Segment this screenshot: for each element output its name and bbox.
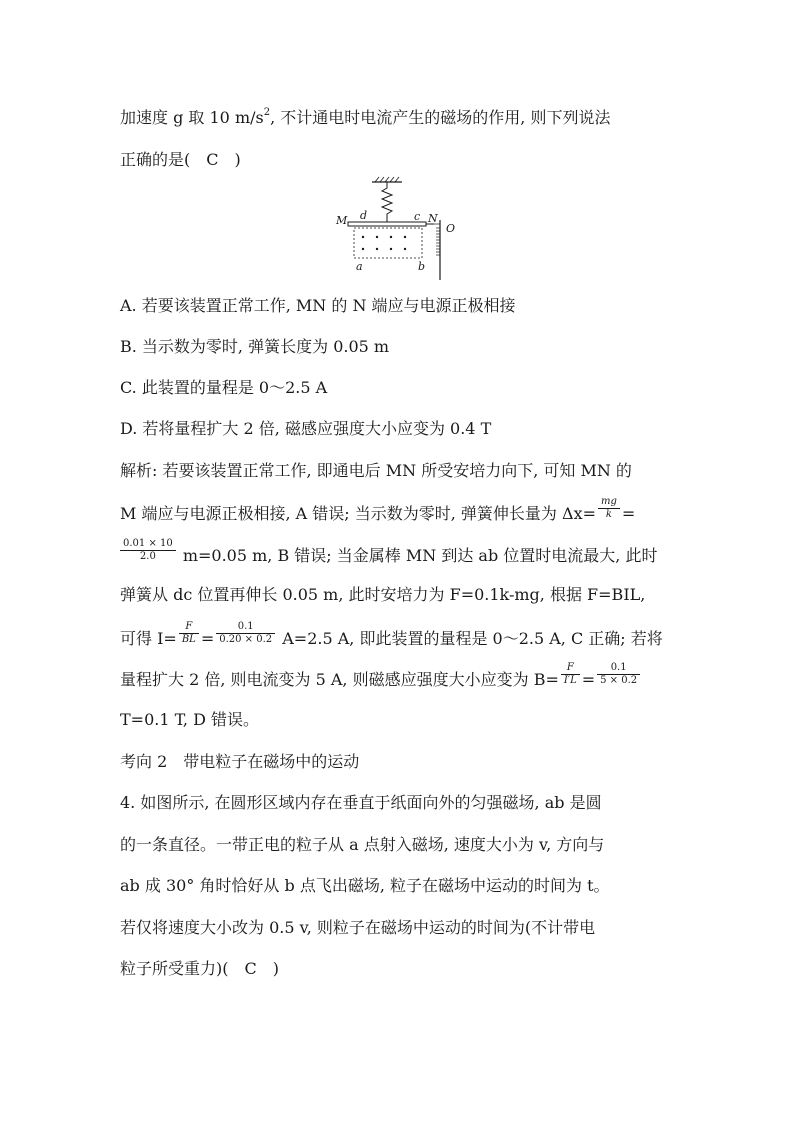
label-a: a (356, 260, 363, 273)
stem-text: 加速度 g 取 10 m/s (120, 108, 264, 127)
fraction-f-bl (179, 621, 199, 646)
analysis-line6 (120, 662, 642, 693)
analysis-line1: 解析: 若要该装置正常工作, 即通电后 MN 所受安培力向下, 可知 MN 的 (120, 461, 632, 480)
fraction-numerator: 0.01 × 10 (120, 538, 176, 551)
fraction-denominator: I′L (563, 675, 577, 686)
label-m: M (336, 214, 348, 227)
fraction-denominator: k (605, 509, 612, 520)
magnetic-field-region (354, 228, 422, 258)
option-b: B. 当示数为零时, 弹簧长度为 0.05 m (120, 337, 390, 356)
fraction-mg-k (598, 496, 620, 521)
analysis-text: M 端应与电源正极相接, A 错误; 当示数为零时, 弹簧伸长量为 Δx= (120, 504, 597, 523)
stem-text: , 不计通电时电流产生的磁场的作用, 则下列说法 (270, 108, 611, 127)
analysis-text: 可得 I= (120, 629, 177, 648)
analysis-line2 (120, 496, 636, 527)
fraction-numerator: 0.1 (216, 621, 275, 634)
problem4-line2: 的一条直径。一带正电的粒子从 a 点射入磁场, 速度大小为 v, 方向与 (120, 835, 605, 854)
analysis-text: = (581, 670, 596, 689)
fraction-numerator: 0.1 (597, 662, 640, 675)
label-c: c (414, 210, 421, 223)
fraction-0.01x10-2.0 (120, 538, 176, 563)
label-o: O (446, 222, 456, 235)
option-a: A. 若要该装置正常工作, MN 的 N 端应与电源正极相接 (120, 296, 516, 315)
ammeter-figure (330, 176, 470, 282)
label-d: d (360, 209, 368, 222)
section-heading: 考向 2 带电粒子在磁场中的运动 (120, 752, 360, 771)
problem4-line3: ab 成 30° 角时恰好从 b 点飞出磁场, 粒子在磁场中运动的时间为 t。 (120, 876, 610, 895)
problem4-line5: 粒子所受重力)( C ) (120, 959, 279, 978)
spring (382, 182, 392, 222)
analysis-text: 量程扩大 2 倍, 则电流变为 5 A, 则磁感应强度大小应变为 B= (120, 670, 559, 689)
problem3-stem-line1 (120, 108, 610, 128)
fraction-numerator: F (561, 662, 580, 675)
fraction-denominator: 5 × 0.2 (600, 675, 638, 686)
fraction-denominator: BL (181, 634, 196, 645)
fraction-numerator: mg (598, 496, 620, 509)
fraction-0.1-0.20x0.2 (216, 621, 275, 646)
label-n: N (428, 212, 438, 225)
analysis-line4: 弹簧从 dc 位置再伸长 0.05 m, 此时安培力为 F=0.1k-mg, 根据 F=BIL, (120, 585, 646, 604)
problem3-stem-line2: 正确的是( C ) (120, 150, 241, 169)
analysis-text: m=0.05 m, B 错误; 当金属棒 MN 到达 ab 位置时电流最大, 此时 (177, 546, 658, 565)
problem4-line1: 4. 如图所示, 在圆形区域内存在垂直于纸面向外的匀强磁场, ab 是圆 (120, 793, 602, 812)
option-d: D. 若将量程扩大 2 倍, 磁感应强度大小应变为 0.4 T (120, 419, 492, 438)
fraction-f-il (561, 662, 580, 687)
option-c: C. 此装置的量程是 0～2.5 A (120, 378, 328, 397)
label-b: b (418, 260, 426, 273)
fraction-0.1-5x0.2 (597, 662, 640, 687)
superscript: 2 (263, 106, 271, 118)
fraction-numerator: F (179, 621, 199, 634)
fraction-denominator: 2.0 (139, 551, 156, 562)
fraction-denominator: 0.20 × 0.2 (219, 634, 273, 645)
analysis-line5 (120, 621, 663, 652)
analysis-text: = (621, 504, 636, 523)
field-dots (362, 236, 406, 250)
analysis-text: A=2.5 A, 即此装置的量程是 0～2.5 A, C 正确; 若将 (277, 629, 663, 648)
analysis-line7: T=0.1 T, D 错误。 (120, 710, 260, 729)
analysis-text: = (200, 629, 215, 648)
problem4-line4: 若仅将速度大小改为 0.5 v, 则粒子在磁场中运动的时间为(不计带电 (120, 918, 596, 937)
